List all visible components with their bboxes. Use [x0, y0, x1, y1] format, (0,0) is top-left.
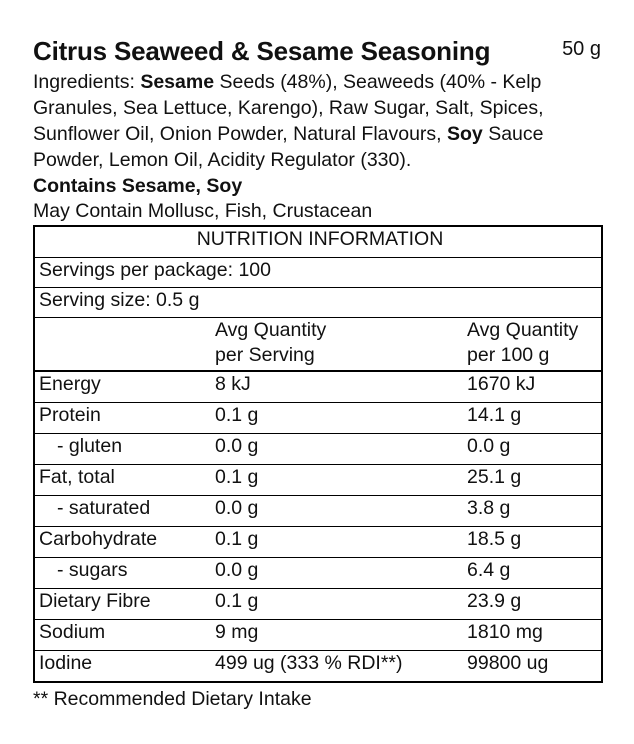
- per-100g-value: 1810 mg: [463, 620, 602, 651]
- per-100g-value: 6.4 g: [463, 558, 602, 589]
- per-100g-value: 14.1 g: [463, 403, 602, 434]
- column-header-per-serving-line2: per Serving: [215, 344, 315, 366]
- column-header-row: [34, 318, 602, 372]
- table-row: [34, 434, 602, 465]
- per-serving-value: 8 kJ: [211, 371, 463, 403]
- table-row: [34, 371, 602, 403]
- per-100g-value: 0.0 g: [463, 434, 602, 465]
- per-serving-value: 0.0 g: [211, 496, 463, 527]
- per-100g-value: 99800 ug: [467, 652, 549, 674]
- per-serving-value: 9 mg: [211, 620, 463, 651]
- contains-statement: Contains Sesame, Soy: [33, 175, 243, 197]
- nutrient-name: - gluten: [34, 434, 211, 465]
- serving-size: Serving size: 0.5 g: [34, 288, 602, 318]
- servings-per-package: Servings per package: 100: [34, 258, 602, 288]
- per-serving-value: 499 ug (333 % RDI**): [215, 652, 403, 674]
- column-header-per-serving: [211, 318, 463, 372]
- table-row: [34, 465, 602, 496]
- per-serving-value: 0.1 g: [211, 465, 463, 496]
- allergen-sesame: Sesame: [140, 71, 215, 93]
- nutrient-name: Protein: [34, 403, 211, 434]
- per-serving-value: 0.0 g: [211, 558, 463, 589]
- nutrient-name: Energy: [34, 371, 211, 403]
- per-serving-value: 0.1 g: [211, 527, 463, 558]
- nutrient-name: Fat, total: [34, 465, 211, 496]
- nutrition-table: [33, 225, 603, 683]
- per-100g-value: 1670 kJ: [463, 371, 602, 403]
- product-title: Citrus Seaweed & Sesame Seasoning: [33, 36, 491, 66]
- column-header-per-serving-line1: Avg Quantity: [215, 319, 327, 341]
- ingredients-list: [33, 69, 603, 173]
- ingredients-text-2: Sauce Powder, Lemon Oil, Acidity Regulator (330).: [33, 123, 544, 171]
- column-header-nutrient: [34, 318, 211, 372]
- column-header-per-100g-line1: Avg Quantity: [467, 319, 579, 341]
- per-100g-value: 18.5 g: [463, 527, 602, 558]
- ingredients-prefix: Ingredients:: [33, 71, 141, 93]
- nutrient-name: Sodium: [34, 620, 211, 651]
- table-row: [34, 558, 602, 589]
- table-row: [34, 620, 602, 651]
- per-100g-value: 23.9 g: [463, 589, 602, 620]
- footnote: ** Recommended Dietary Intake: [33, 688, 312, 710]
- nutrient-name: - sugars: [34, 558, 211, 589]
- nutrient-name: - saturated: [34, 496, 211, 527]
- column-header-per-100g-line2: per 100 g: [467, 344, 550, 366]
- may-contain-statement: May Contain Mollusc, Fish, Crustacean: [33, 200, 373, 222]
- net-weight: 50 g: [562, 38, 601, 60]
- column-header-per-100g: [463, 318, 602, 372]
- table-row: [34, 496, 602, 527]
- allergen-soy: Soy: [447, 123, 483, 145]
- per-serving-value: 0.1 g: [211, 589, 463, 620]
- per-100g-value: 25.1 g: [463, 465, 602, 496]
- per-serving-value: 0.0 g: [211, 434, 463, 465]
- nutrient-name: Iodine: [39, 652, 93, 674]
- header-row: [33, 36, 603, 70]
- nutrition-label: [33, 36, 603, 712]
- per-serving-value: 0.1 g: [211, 403, 463, 434]
- table-row: [34, 651, 602, 683]
- per-100g-value: 3.8 g: [463, 496, 602, 527]
- ingredients-text-1: Seeds (48%), Seaweeds (40% - Kelp Granules, Sea Lettuce, Karengo), Raw Sugar, Salt, Spices, Sunflower Oil, Onion Powder, Natural Flavours,: [33, 71, 544, 145]
- table-row: [34, 527, 602, 558]
- nutrient-name: Carbohydrate: [34, 527, 211, 558]
- nutrient-name: Dietary Fibre: [34, 589, 211, 620]
- nutrition-title: NUTRITION INFORMATION: [34, 226, 602, 258]
- table-row: [34, 589, 602, 620]
- table-row: [34, 403, 602, 434]
